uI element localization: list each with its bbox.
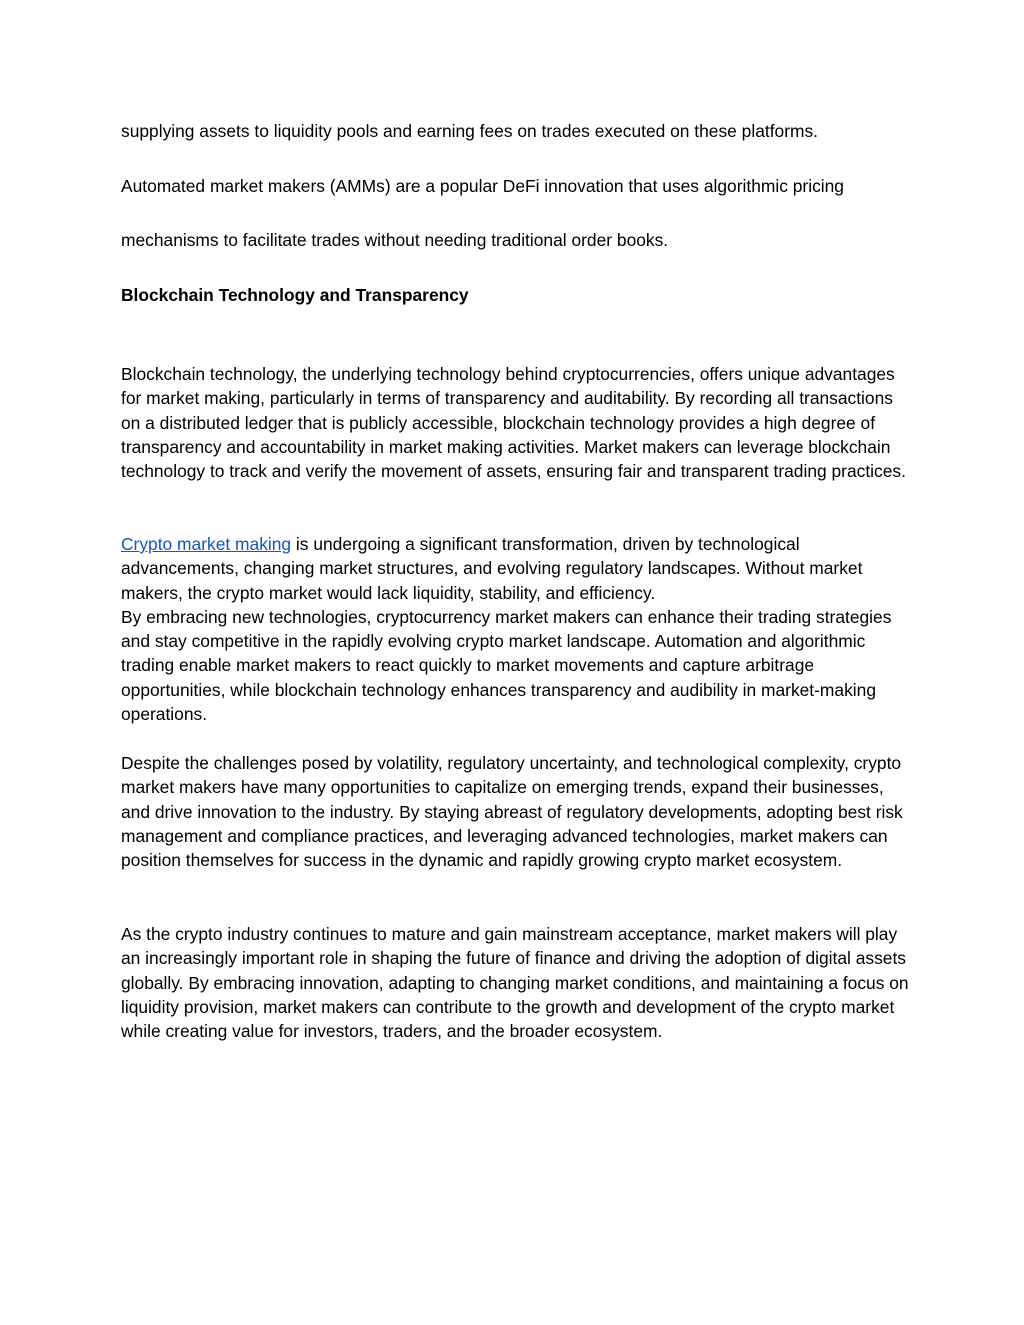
paragraph-industry-maturity: As the crypto industry continues to mature and gain mainstream acceptance, market makers will play an increasingly important role in shaping the future of finance and driving the adoption of digital assets globally. By embracing innovation, adapting to changing market conditions, and maintaining a focus on liquidity provision, market makers can contribute to the growth and development of the crypto market while creating value for investors, traders, and the broader ecosystem. bbox=[121, 924, 909, 1042]
paragraph-challenges: Despite the challenges posed by volatility, regulatory uncertainty, and technological complexity, crypto market makers have many opportunities to capitalize on emerging trends, expand their businesses, and drive innovation to the industry. By staying abreast of regulatory developments, adopting best risk management and compliance practices, and leveraging advanced technologies, market makers can position themselves for success in the dynamic and rapidly growing crypto market ecosystem. bbox=[121, 753, 903, 871]
text-line-order-books: mechanisms to facilitate trades without needing traditional order books. bbox=[121, 230, 669, 250]
paragraph-crypto-market-making-text: is undergoing a significant transformation, driven by technological advancements, changing market structures, and evolving regulatory landscapes. Without market makers, the crypto market would lack liquidity, stability, and efficiency. bbox=[121, 534, 863, 603]
section-heading: Blockchain Technology and Transparency bbox=[121, 285, 469, 305]
text-line-amms: Automated market makers (AMMs) are a popular DeFi innovation that uses algorithmic pricing bbox=[121, 176, 844, 196]
crypto-market-making-link[interactable]: Crypto market making bbox=[121, 534, 292, 554]
paragraph-blockchain: Blockchain technology, the underlying technology behind cryptocurrencies, offers unique advantages for market making, particularly in terms of transparency and auditability. By recording all transactions on a distributed ledger that is publicly accessible, blockchain technology provides a high degree of transparency and accountability in market making activities. Market makers can leverage blockchain technology to track and verify the movement of assets, ensuring fair and transparent trading practices. bbox=[121, 364, 906, 482]
paragraph-new-technologies-text: By embracing new technologies, cryptocurrency market makers can enhance their trading strategies and stay competitive in the rapidly evolving crypto market landscape. Automation and algorithmic trading enable market makers to react quickly to market movements and capture arbitrage opportunities, while blockchain technology enhances transparency and audibility in market-making operations. bbox=[121, 606, 892, 725]
text-line-liquidity-pools: supplying assets to liquidity pools and earning fees on trades executed on these platforms. bbox=[121, 121, 819, 141]
paragraph-crypto-market-making bbox=[121, 532, 911, 726]
